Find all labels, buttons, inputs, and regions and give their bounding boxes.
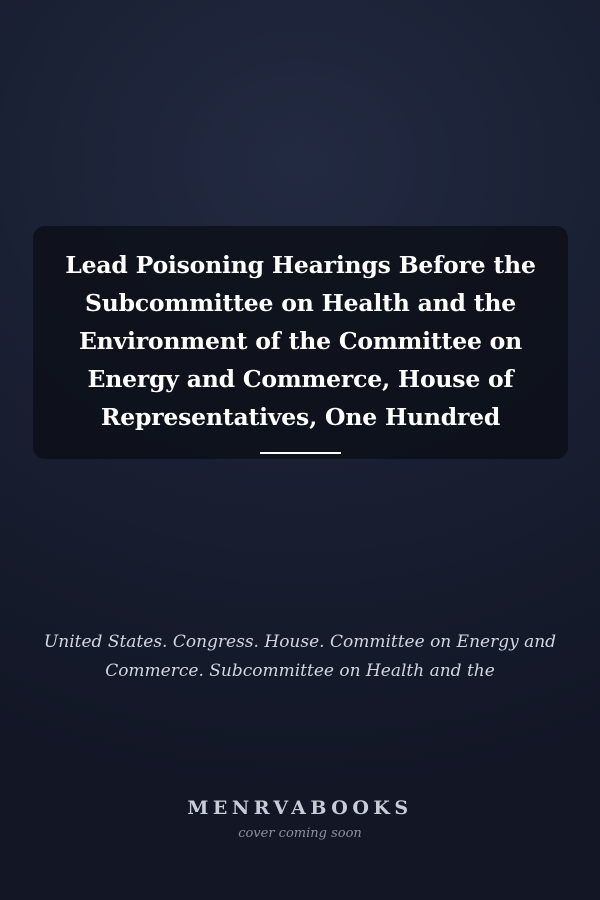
title-box bbox=[33, 226, 568, 459]
book-author: United States. Congress. House. Committee on Energy and Commerce. Subcommittee on Health and the bbox=[43, 632, 557, 681]
publisher-name: MENRVABOOKS bbox=[187, 797, 413, 819]
cover-note: cover coming soon bbox=[238, 826, 362, 841]
book-title: Lead Poisoning Hearings Before the Subcommittee on Health and the Environment of the Committee on Energy and Commerce, House of Representatives, One Hundred bbox=[65, 251, 536, 431]
title-underline-divider bbox=[260, 452, 341, 454]
